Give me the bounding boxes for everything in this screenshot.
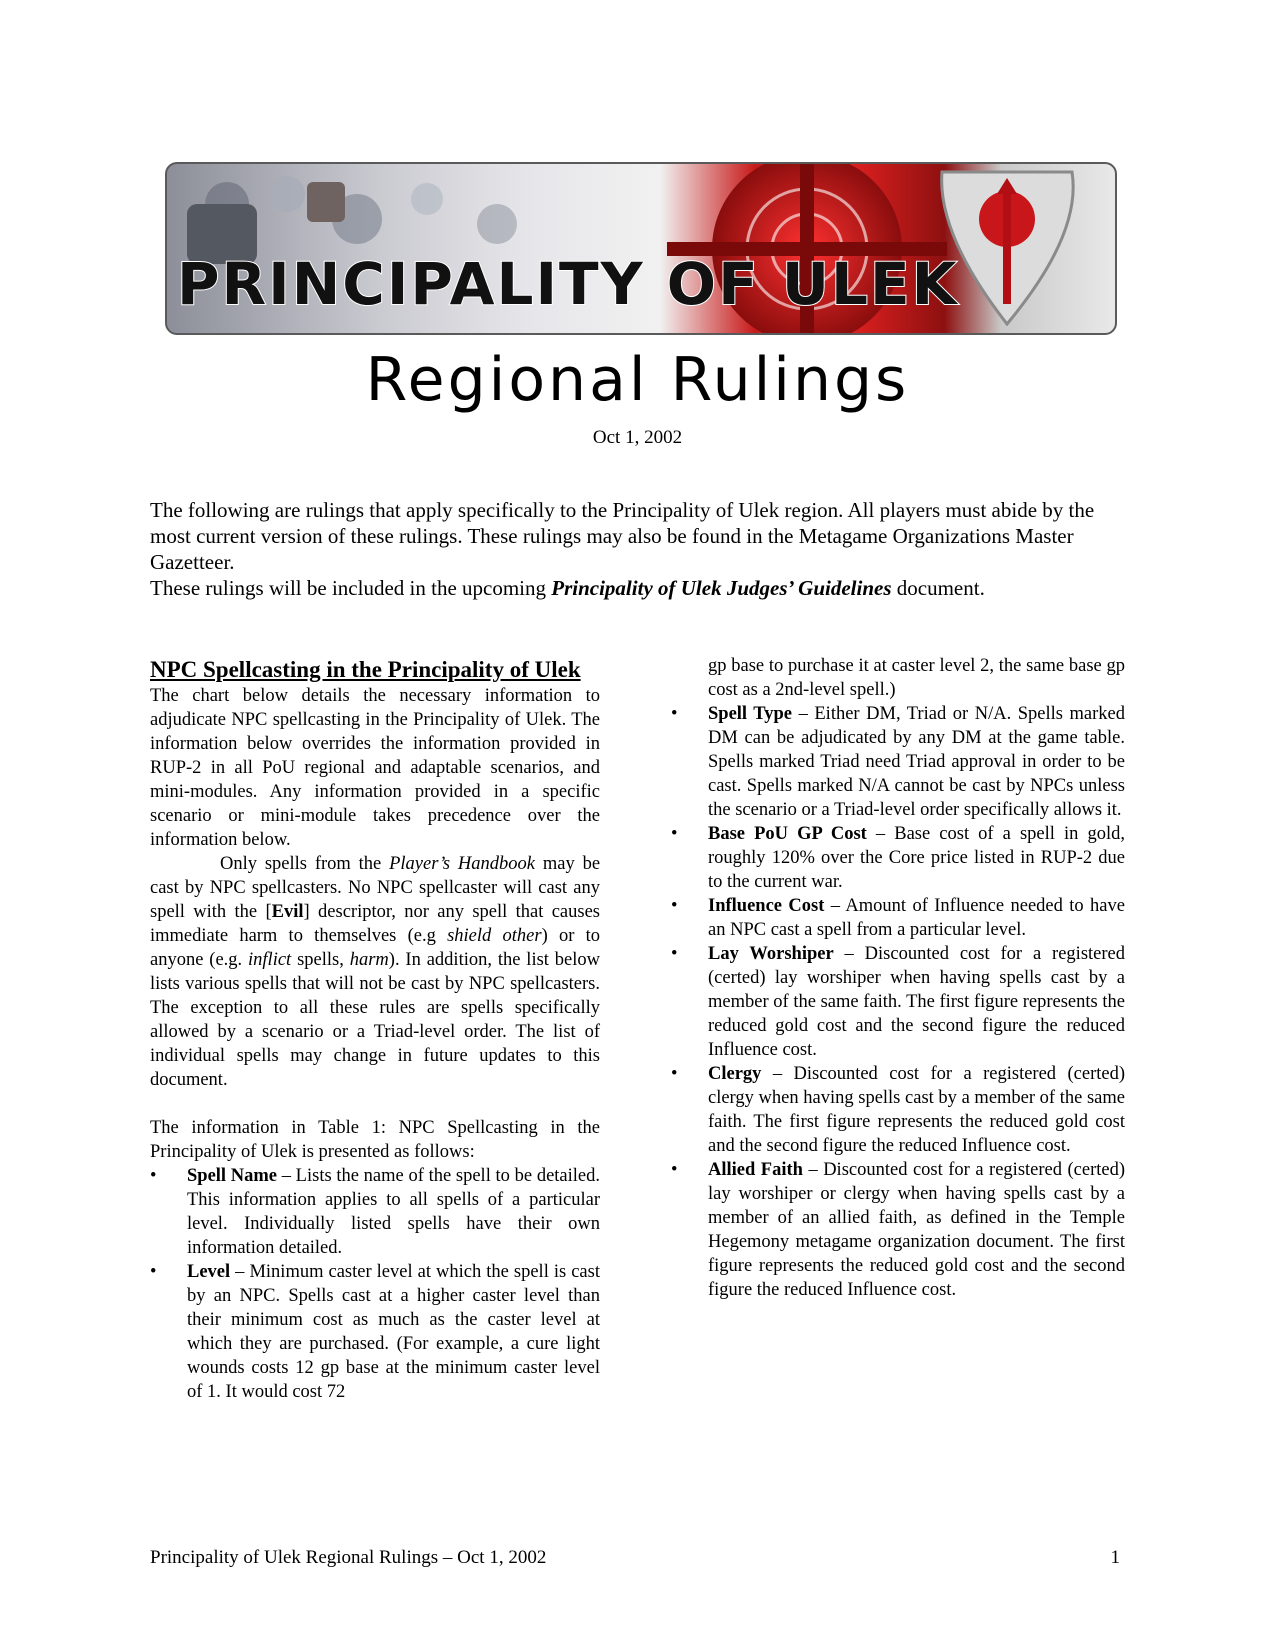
page-number: 1: [1110, 1547, 1120, 1568]
right-column: [671, 654, 1125, 1302]
list-text: gp base to purchase it at caster level 2, the same base gp cost as a 2nd-level spell.): [708, 656, 1125, 700]
body-paragraph: The chart below details the necessary information to adjudicate NPC spellcasting in the Principality of Ulek. The information below overrides the information provided in RUP-2 in all PoU regional and adaptable scenarios, and mini-modules. Any information provided in a specific scenario or mini-module takes precedence over the information below.: [150, 686, 600, 850]
banner-title: PRINCIPALITY OF ULEK: [177, 250, 959, 318]
list-text: – Amount of Influence needed to have an NPC cast a spell from a particular level.: [708, 896, 1125, 940]
intro-text: The following are rulings that apply specifically to the Principality of Ulek region. All players must abide by the most current version of these rulings. These rulings may also be found in the Metagame Organizations Master Gazetteer.: [150, 498, 1095, 574]
list-item: [671, 1062, 1125, 1158]
banner-image: [165, 162, 1117, 335]
list-item: [671, 942, 1125, 1062]
list-text: – Lists the name of the spell to be detailed. This information applies to all spells of a particular level. Individually listed spells have their own information detailed.: [187, 1166, 600, 1258]
list-continuation: [671, 654, 1125, 702]
text-run: harm: [349, 950, 389, 970]
list-text: – Discounted cost for a registered (certed) lay worshiper when having spells cast by a member of the same faith. The first figure represents the reduced gold cost and the second figure the reduced Influence cost.: [708, 944, 1125, 1060]
left-column: [150, 656, 600, 1404]
guidelines-title: Principality of Ulek Judges’ Guidelines: [551, 576, 892, 600]
text-run: shield other: [447, 926, 542, 946]
list-text: – Base cost of a spell in gold, roughly 120% over the Core price listed in RUP-2 due to the current war.: [708, 824, 1125, 892]
list-item: [671, 702, 1125, 822]
list-term: Base PoU GP Cost: [708, 824, 867, 844]
list-item: [671, 894, 1125, 942]
list-term: Level: [187, 1262, 231, 1282]
list-item: [671, 822, 1125, 894]
definition-list: [671, 654, 1125, 702]
footer-text: Principality of Ulek Regional Rulings – Oct 1, 2002: [150, 1547, 547, 1568]
text-run: spells,: [291, 950, 350, 970]
list-term: Spell Name: [187, 1166, 278, 1186]
list-text: – Discounted cost for a registered (certed) lay worshiper or clergy when having spells cast by a member of an allied faith, as defined in the Temple Hegemony metagame organization document. The first figure represents the reduced gold cost and the second figure the reduced Influence cost.: [708, 1160, 1125, 1300]
body-paragraph: The information in Table 1: NPC Spellcasting in the Principality of Ulek is presented as follows:: [150, 1118, 600, 1162]
intro-text-2: [150, 575, 1130, 601]
spacer: [150, 1092, 600, 1116]
intro-paragraph: [150, 497, 1130, 601]
text-run: ). In addition, the list below lists various spells that will not be cast by NPC spellcasters. The exception to all these rules are spells specifically allowed by a scenario or a Triad-level order. The list of individual spells may change in future updates to this document.: [150, 950, 601, 1090]
text-run: Only spells from the: [220, 854, 390, 874]
body-paragraph: [150, 852, 600, 1092]
list-term: Allied Faith: [708, 1160, 803, 1180]
section-heading: NPC Spellcasting in the Principality of Ulek: [150, 657, 581, 682]
list-term: Spell Type: [708, 704, 793, 724]
page-title: Regional Rulings: [365, 345, 910, 415]
intro-text-part: document.: [891, 576, 985, 600]
list-item: [150, 1260, 600, 1404]
text-run: ) or to anyone (e.g.: [150, 926, 601, 970]
list-text: – Discounted cost for a registered (certed) clergy when having spells cast by a member of the same faith. The first figure represents the reduced gold cost and the second figure the reduced Influence cost.: [708, 1064, 1125, 1156]
text-run: inflict: [248, 950, 292, 970]
list-term: Influence Cost: [708, 896, 825, 916]
text-run: ] descriptor, nor any spell that causes immediate harm to themselves (e.g: [150, 902, 600, 946]
list-text: – Minimum caster level at which the spell is cast by an NPC. Spells cast at a higher caster level than their minimum cost as much as the caster level at which they are purchased. (For example, a cure light wounds costs 12 gp base at the minimum caster level of 1. It would cost 72: [187, 1262, 600, 1402]
document-date: Oct 1, 2002: [592, 427, 683, 448]
text-run: Evil: [271, 902, 304, 922]
list-text: – Either DM, Triad or N/A. Spells marked DM can be adjudicated by any DM at the game table. Spells marked Triad need Triad approval in order to be cast. Spells marked N/A cannot be cast by NPCs unless the scenario or a Triad-level order specifically allows it.: [708, 704, 1126, 820]
text-run: Player’s Handbook: [389, 854, 536, 874]
definition-list: [671, 702, 1125, 1302]
list-item: [150, 1164, 600, 1260]
list-item: [671, 1158, 1125, 1302]
definition-list: [150, 1164, 600, 1404]
text-run: may be cast by NPC spellcasters. No NPC spellcaster will cast any spell with the [: [150, 854, 601, 922]
list-term: Lay Worshiper: [708, 944, 834, 964]
intro-text-part: These rulings will be included in the upcoming: [150, 576, 552, 600]
list-term: Clergy: [708, 1064, 762, 1084]
